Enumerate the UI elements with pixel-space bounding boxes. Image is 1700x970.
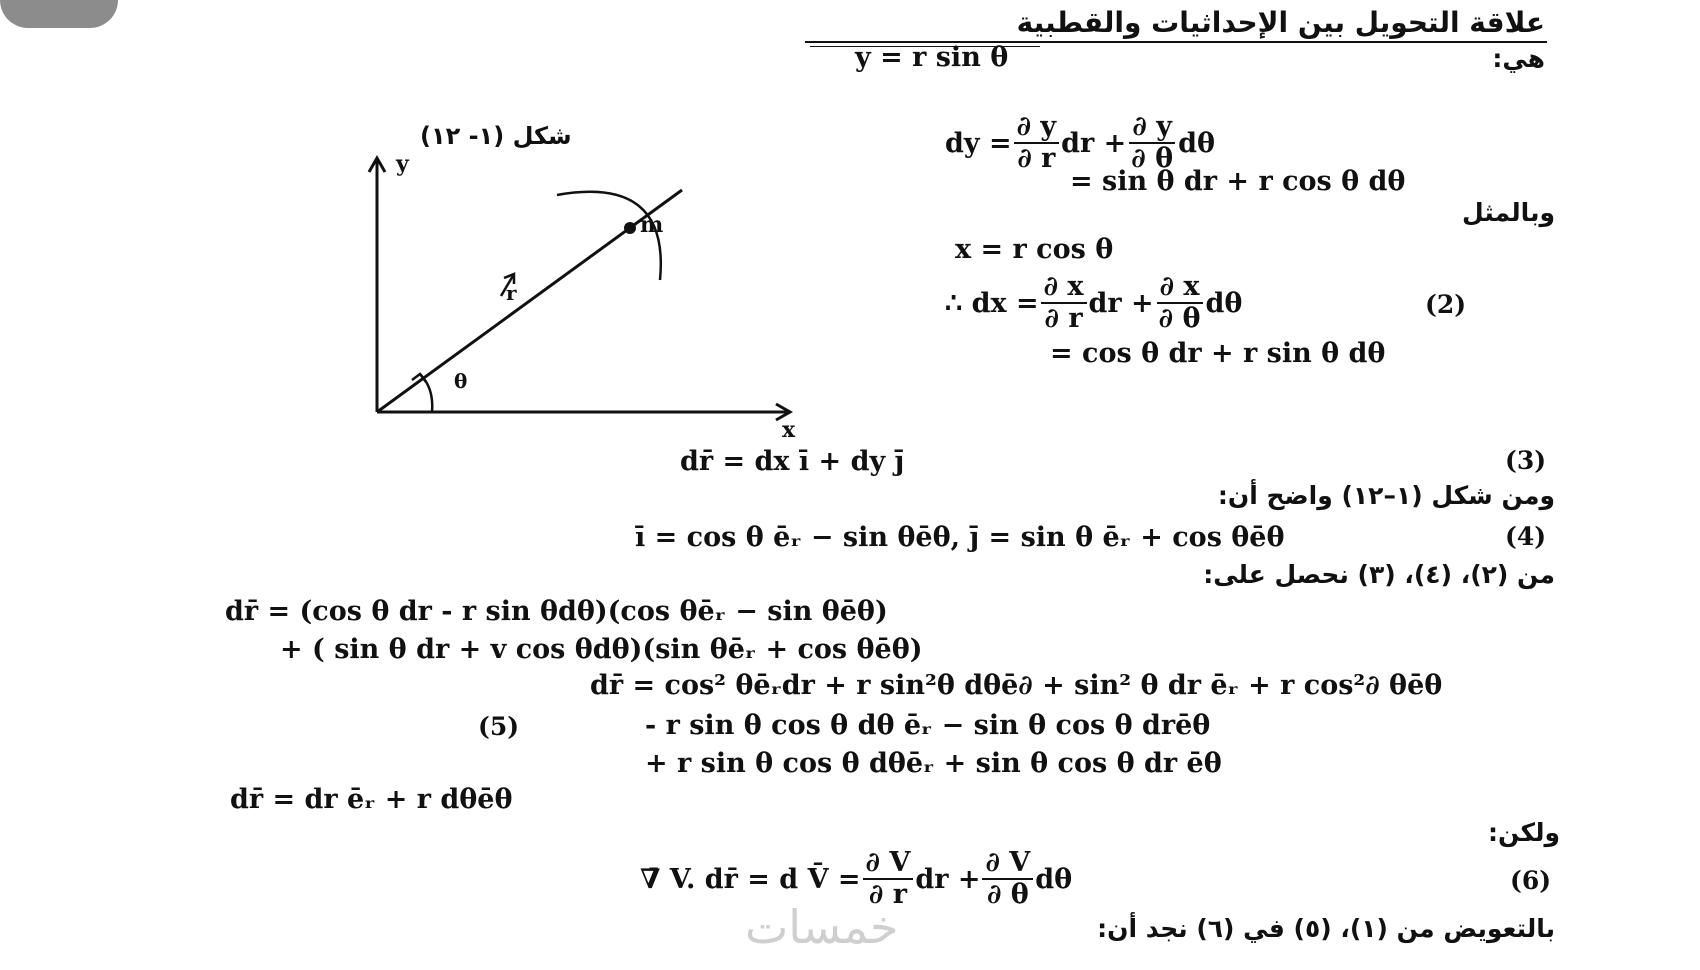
eq-expanded-line1: dr̄ = cos² θēᵣdr + r sin²θ dθē∂ + sin² θ dr ēᵣ + r cos²∂ θēθ — [590, 670, 1443, 701]
eq-dx — [945, 272, 1242, 334]
eq-dx-num1: ∂ x — [1041, 272, 1087, 304]
eq-dy-num2: ∂ y — [1129, 112, 1175, 144]
eq-gradient-mid: dr + — [915, 863, 981, 895]
eq-dx-frac2 — [1156, 272, 1204, 334]
text-from-equations: من (٢)، (٤)، (٣) نحصل على: — [1203, 560, 1555, 589]
eq-dx-num2: ∂ x — [1157, 272, 1203, 304]
page-title: علاقة التحويل بين الإحداثيات والقطبية — [1016, 6, 1545, 39]
eq-dx-result: = cos θ dr + r sin θ dθ — [1050, 338, 1386, 369]
watermark: خمسات — [745, 900, 899, 954]
eq-number-2: (2) — [1425, 290, 1467, 319]
eq-number-4: (4) — [1505, 522, 1547, 551]
eq-number-3: (3) — [1505, 446, 1547, 475]
label-hi: هي: — [1492, 44, 1545, 73]
eq-gradient-num1: ∂ V — [863, 848, 914, 880]
figure-label-x: x — [782, 417, 796, 440]
polar-figure — [350, 150, 810, 440]
eq-dy-den1: ∂ r — [1017, 143, 1056, 174]
eq-ij-definition: ī = cos θ ēᵣ − sin θēθ, j̄ = sin θ ēᵣ + cos θēθ — [635, 522, 1285, 553]
eq-gradient-frac2 — [982, 848, 1033, 910]
eq-dy-result: = sin θ dr + r cos θ dθ — [1070, 166, 1406, 197]
eq-dy-mid: dr + — [1061, 127, 1127, 159]
eq-gradient-num2: ∂ V — [982, 848, 1033, 880]
figure-label-m: m — [640, 212, 664, 238]
eq-expanded-line2: - r sin θ cos θ dθ ēᵣ − sin θ cos θ drēθ — [645, 710, 1211, 741]
eq-dx-den1: ∂ r — [1044, 303, 1083, 334]
eq-gradient-den2: ∂ θ — [986, 879, 1029, 910]
eq-dr-definition: dr̄ = dx ī + dy j̄ — [680, 446, 905, 477]
eq-dx-lhs: ∴ dx = — [945, 287, 1039, 319]
figure-label-r: r — [506, 281, 517, 305]
text-but: ولكن: — [1488, 818, 1560, 847]
figure-caption: شكل (١- ١٢) — [420, 122, 572, 150]
eq-gradient-den1: ∂ r — [868, 879, 907, 910]
eq-expanded-line3: + r sin θ cos θ dθēᵣ + sin θ cos θ dr ēθ — [645, 748, 1222, 779]
corner-shape — [0, 0, 118, 28]
eq-dx-end: dθ — [1205, 287, 1243, 319]
text-substituting: بالتعويض من (١)، (٥) في (٦) نجد أن: — [1097, 914, 1555, 943]
eq-dr-final: dr̄ = dr ēᵣ + r dθēθ — [230, 784, 513, 815]
eq-substitution-line2: + ( sin θ dr + v cos θdθ)(sin θēᵣ + cos θēθ) — [280, 634, 923, 665]
eq-dy-lhs: dy = — [945, 127, 1012, 159]
eq-x-definition: x = r cos θ — [955, 234, 1114, 265]
text-from-figure: ومن شكل (١–١٢) واضح أن: — [1217, 481, 1555, 510]
eq-dy-num1: ∂ y — [1014, 112, 1060, 144]
eq-gradient-lhs: ∇̄ V. dr̄ = d V̄ = — [640, 863, 861, 895]
eq-gradient-end: dθ — [1035, 863, 1073, 895]
text-similarly: وبالمثل — [1462, 198, 1555, 227]
eq-dx-frac1 — [1041, 272, 1087, 334]
eq-dy — [945, 112, 1215, 174]
eq-dy-frac2 — [1128, 112, 1176, 174]
eq-dy-den2: ∂ θ — [1131, 143, 1174, 174]
eq-substitution-line1: dr̄ = (cos θ dr - r sin θdθ)(cos θēᵣ − sin θēθ) — [225, 596, 888, 627]
eq-dx-mid: dr + — [1088, 287, 1154, 319]
figure-label-y: y — [396, 151, 409, 177]
eq-dy-end: dθ — [1178, 127, 1215, 159]
eq-number-5: (5) — [478, 712, 520, 741]
eq-y-definition: y = r sin θ — [855, 42, 1009, 73]
figure-label-theta: θ — [454, 369, 468, 393]
eq-dx-den2: ∂ θ — [1158, 303, 1201, 334]
eq-number-6: (6) — [1510, 866, 1552, 895]
eq-dy-frac1 — [1014, 112, 1060, 174]
